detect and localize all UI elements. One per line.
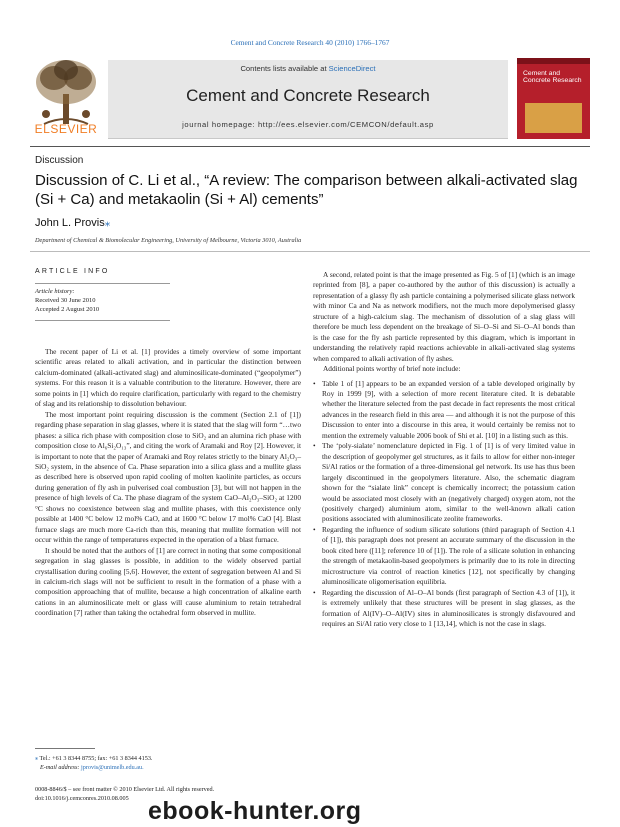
- sciencedirect-link[interactable]: ScienceDirect: [328, 64, 376, 73]
- history-label: Article history:: [35, 288, 75, 295]
- list-item-text: The ‘poly-sialate’ nomenclature depicted in Fig. 1 of [1] is of very limited value in the description of geopolymer gel structures, as it fails to allow for either non-integer Si/Al ratios or the formation of a three-dimensional gel network. Its use has thus been largely discontinued in the geopolymers literature. Also, the schematic diagram shown for the “sialate link” concept is chemically incorrect; the potassium cation would be associated most closely with an (negatively charged) oxygen atom, not the (positively charged) aluminium atom, similar to the well-known alkali cation positions associated with aluminosilicate zeolite frameworks.: [322, 441, 575, 524]
- doi-link[interactable]: doi:10.1016/j.cemconres.2010.08.005: [35, 794, 129, 802]
- bullet-icon: •: [313, 587, 316, 597]
- affiliation-divider: [30, 251, 590, 252]
- body-paragraph: It should be noted that the authors of [1] are correct in noting that some compositional segregation in slag glasses is possible, in addition to the widely observed partial crystallisation during cooling [5,6]. However, the extent of segregation between Al and Si in calcium-rich slags will not be sufficient to result in the formation of a phase with a composition approaching that of mullite, because a high concentration of alkaline earth cations in an aluminosilicate melt or glass will cause aluminium to retain tetrahedral coordination [7] rather than taking the octahedral form observed in mullite.: [35, 545, 301, 618]
- body-column-right: [313, 270, 575, 629]
- author-name: John L. Provis: [35, 217, 105, 229]
- body-paragraph: The most important point requiring discussion is the comment (Section 2.1 of [1]) regarding phase separation in slag glasses, where it is stated that the slag will form “…two phases: a silica rich phase with composition close to SiO₂ and an alumina rich phase with composition close to Al₆Si₂O₁₃”, and citing the work of Aramaki and Roy [2]. However, it is important to note that the paper of Aramaki and Roy relates strictly to the binary Al₂O₃–SiO₂ system, in the absence of Ca. Phase separation into a silica glass and a mullite glass as described here is observed upon rapid cooling of molten kaolinite particles, as occurs during generation of fly ash in pulverised coal combustion [3], but will not happen in the presence of high levels of Ca. The phase diagram of the system CaO–Al₂O₃–SiO₂ at 1200 °C shows no coexistence between slag and mullite phases, with this coexistence only possible at 1400 °C below 12 mol% CaO, and at 1600 °C below 17 mol% CaO [4]. Blast furnace slags are much more Ca-rich than this, meaning that mullite formation will not occur within the range of temperatures expected in the operation of a blast furnace.: [35, 409, 301, 545]
- journal-reference[interactable]: Cement and Concrete Research 40 (2010) 1766–1767: [230, 38, 390, 47]
- footnote-mark: ⁎: [35, 755, 39, 762]
- footnote-divider: [35, 748, 95, 749]
- article-info-divider-bottom: [35, 320, 170, 321]
- bullet-icon: •: [313, 378, 316, 388]
- article-title: Discussion of C. Li et al., “A review: The comparison between alkali-activated slag (Si + Ca) and metakaolin (Si + Al) cements”: [35, 172, 578, 208]
- homepage-prefix: journal homepage:: [182, 120, 258, 129]
- footnote-contact: Tel.: +61 3 8344 8755; fax: +61 3 8344 4153.: [39, 755, 153, 762]
- footnote-contact-line: [35, 755, 152, 764]
- journal-title: Cement and Concrete Research: [186, 86, 430, 105]
- cover-band: [517, 58, 590, 64]
- accepted-date: Accepted 2 August 2010: [35, 305, 100, 313]
- contents-line: [108, 64, 508, 73]
- article-history: [35, 288, 99, 314]
- publisher-name: ELSEVIER: [34, 122, 98, 136]
- bullet-icon: •: [313, 441, 316, 451]
- author-line: [35, 216, 110, 229]
- received-date: Received 30 June 2010: [35, 296, 96, 304]
- article-section: Discussion: [35, 155, 84, 166]
- email-link[interactable]: jprovis@unimelb.edu.au.: [81, 763, 144, 771]
- body-paragraph: Additional points worthy of brief note include:: [323, 364, 461, 374]
- list-item: [313, 441, 575, 525]
- bullet-list: [313, 379, 575, 630]
- author-footnote-mark[interactable]: ⁎: [104, 217, 111, 229]
- cover-title: Cement and Concrete Research: [523, 70, 582, 85]
- journal-cover[interactable]: [517, 58, 590, 139]
- body-column-left: [35, 347, 301, 619]
- watermark: ebook-hunter.org: [148, 797, 362, 825]
- list-item-text: Table 1 of [1] appears to be an expanded version of a table developed originally by Roy in 1999 [9], with a selection of more recent literature cited. It is debatable whether the literature selected from the past decade in fact represents the most critical advances in the research field in this area — and although it is not the purpose of this Discussion to enter into a discourse in this area, it would certainly be remiss not to mention the extremely valuable 2006 book of Shi et al. [10] in a listing such as this.: [322, 378, 575, 440]
- list-item: [313, 379, 575, 442]
- author-footnote: [35, 755, 152, 772]
- contents-prefix: Contents lists available at: [240, 64, 329, 73]
- bullet-icon: •: [313, 524, 316, 534]
- copyright-line: 0008-8846/$ – see front matter © 2010 Elsevier Ltd. All rights reserved.: [35, 786, 215, 793]
- list-item: [313, 588, 575, 630]
- cover-image: [525, 103, 582, 133]
- article-info-heading: ARTICLE INFO: [35, 268, 110, 275]
- footnote-email-line: [35, 764, 152, 773]
- body-paragraph: The recent paper of Li et al. [1] provides a timely overview of some important scientific areas related to alkali activation, and in particular the distinction between calcium-dominated (alkali-activated slag) and aluminosilicate-dominated (“geopolymer”) systems. For this reason it is a valuable contribution to the literature. However, there are some points in [1] which do require clarification, particularly with regard to the chemistry of slag and its relationship to dissolution behaviour.: [35, 347, 301, 409]
- header-divider: [30, 146, 590, 147]
- list-item-text: Regarding the influence of sodium silicate solutions (third paragraph of Section 4.1 of [1]), this paragraph does not present an accurate summary of the discussion in the book cited here ([11]; reference 10 of [1]). The role of a silicate solution in enhancing the strength of metakaolin-based geopolymers is primarily due to its role in directing microstructure via control of reaction kinetics [12], not specifically by changing aluminosilicate oligomerisation equilibria.: [322, 524, 575, 587]
- body-paragraph: A second, related point is that the image presented as Fig. 5 of [1] (which is an image reprinted from [8], a paper co-authored by the author of this discussion) is actually a representation of a glassy fly ash particle containing a polymerised silicate glass network with minor Ca and Na as network modifiers, not the much more depolymerised glassy structure of a high-calcium slag. The mechanism of dissolution of a slag glass will therefore be much less dependent on the breakage of Si–O–Si and Si–O–Al bonds than is the case for the fly ash particle represented by this diagram, which is important in understanding the relatively rapid reactions achievable in alkali-activated slag systems when compared to alkali activation of fly ashes.: [313, 270, 575, 363]
- list-item: [313, 525, 575, 588]
- affiliation: Department of Chemical & Biomolecular Engineering, University of Melbourne, Victoria 3010, Australia: [35, 237, 302, 244]
- list-item-text: Regarding the discussion of Al–O–Al bonds (first paragraph of Section 4.3 of [1]), it is extremely unlikely that these structures will be present in slag glasses, as the formation of Al(IV)–O–Al(IV) sites in aluminosilicates is strongly disfavoured and requires an Si/Al ratio very close to 1 [13,14], which is not the case in slags.: [322, 587, 575, 628]
- article-info-divider: [35, 283, 170, 284]
- email-label: E-mail address:: [40, 763, 82, 771]
- journal-homepage: [108, 120, 508, 129]
- homepage-link[interactable]: http://ees.elsevier.com/CEMCON/default.asp: [257, 120, 434, 129]
